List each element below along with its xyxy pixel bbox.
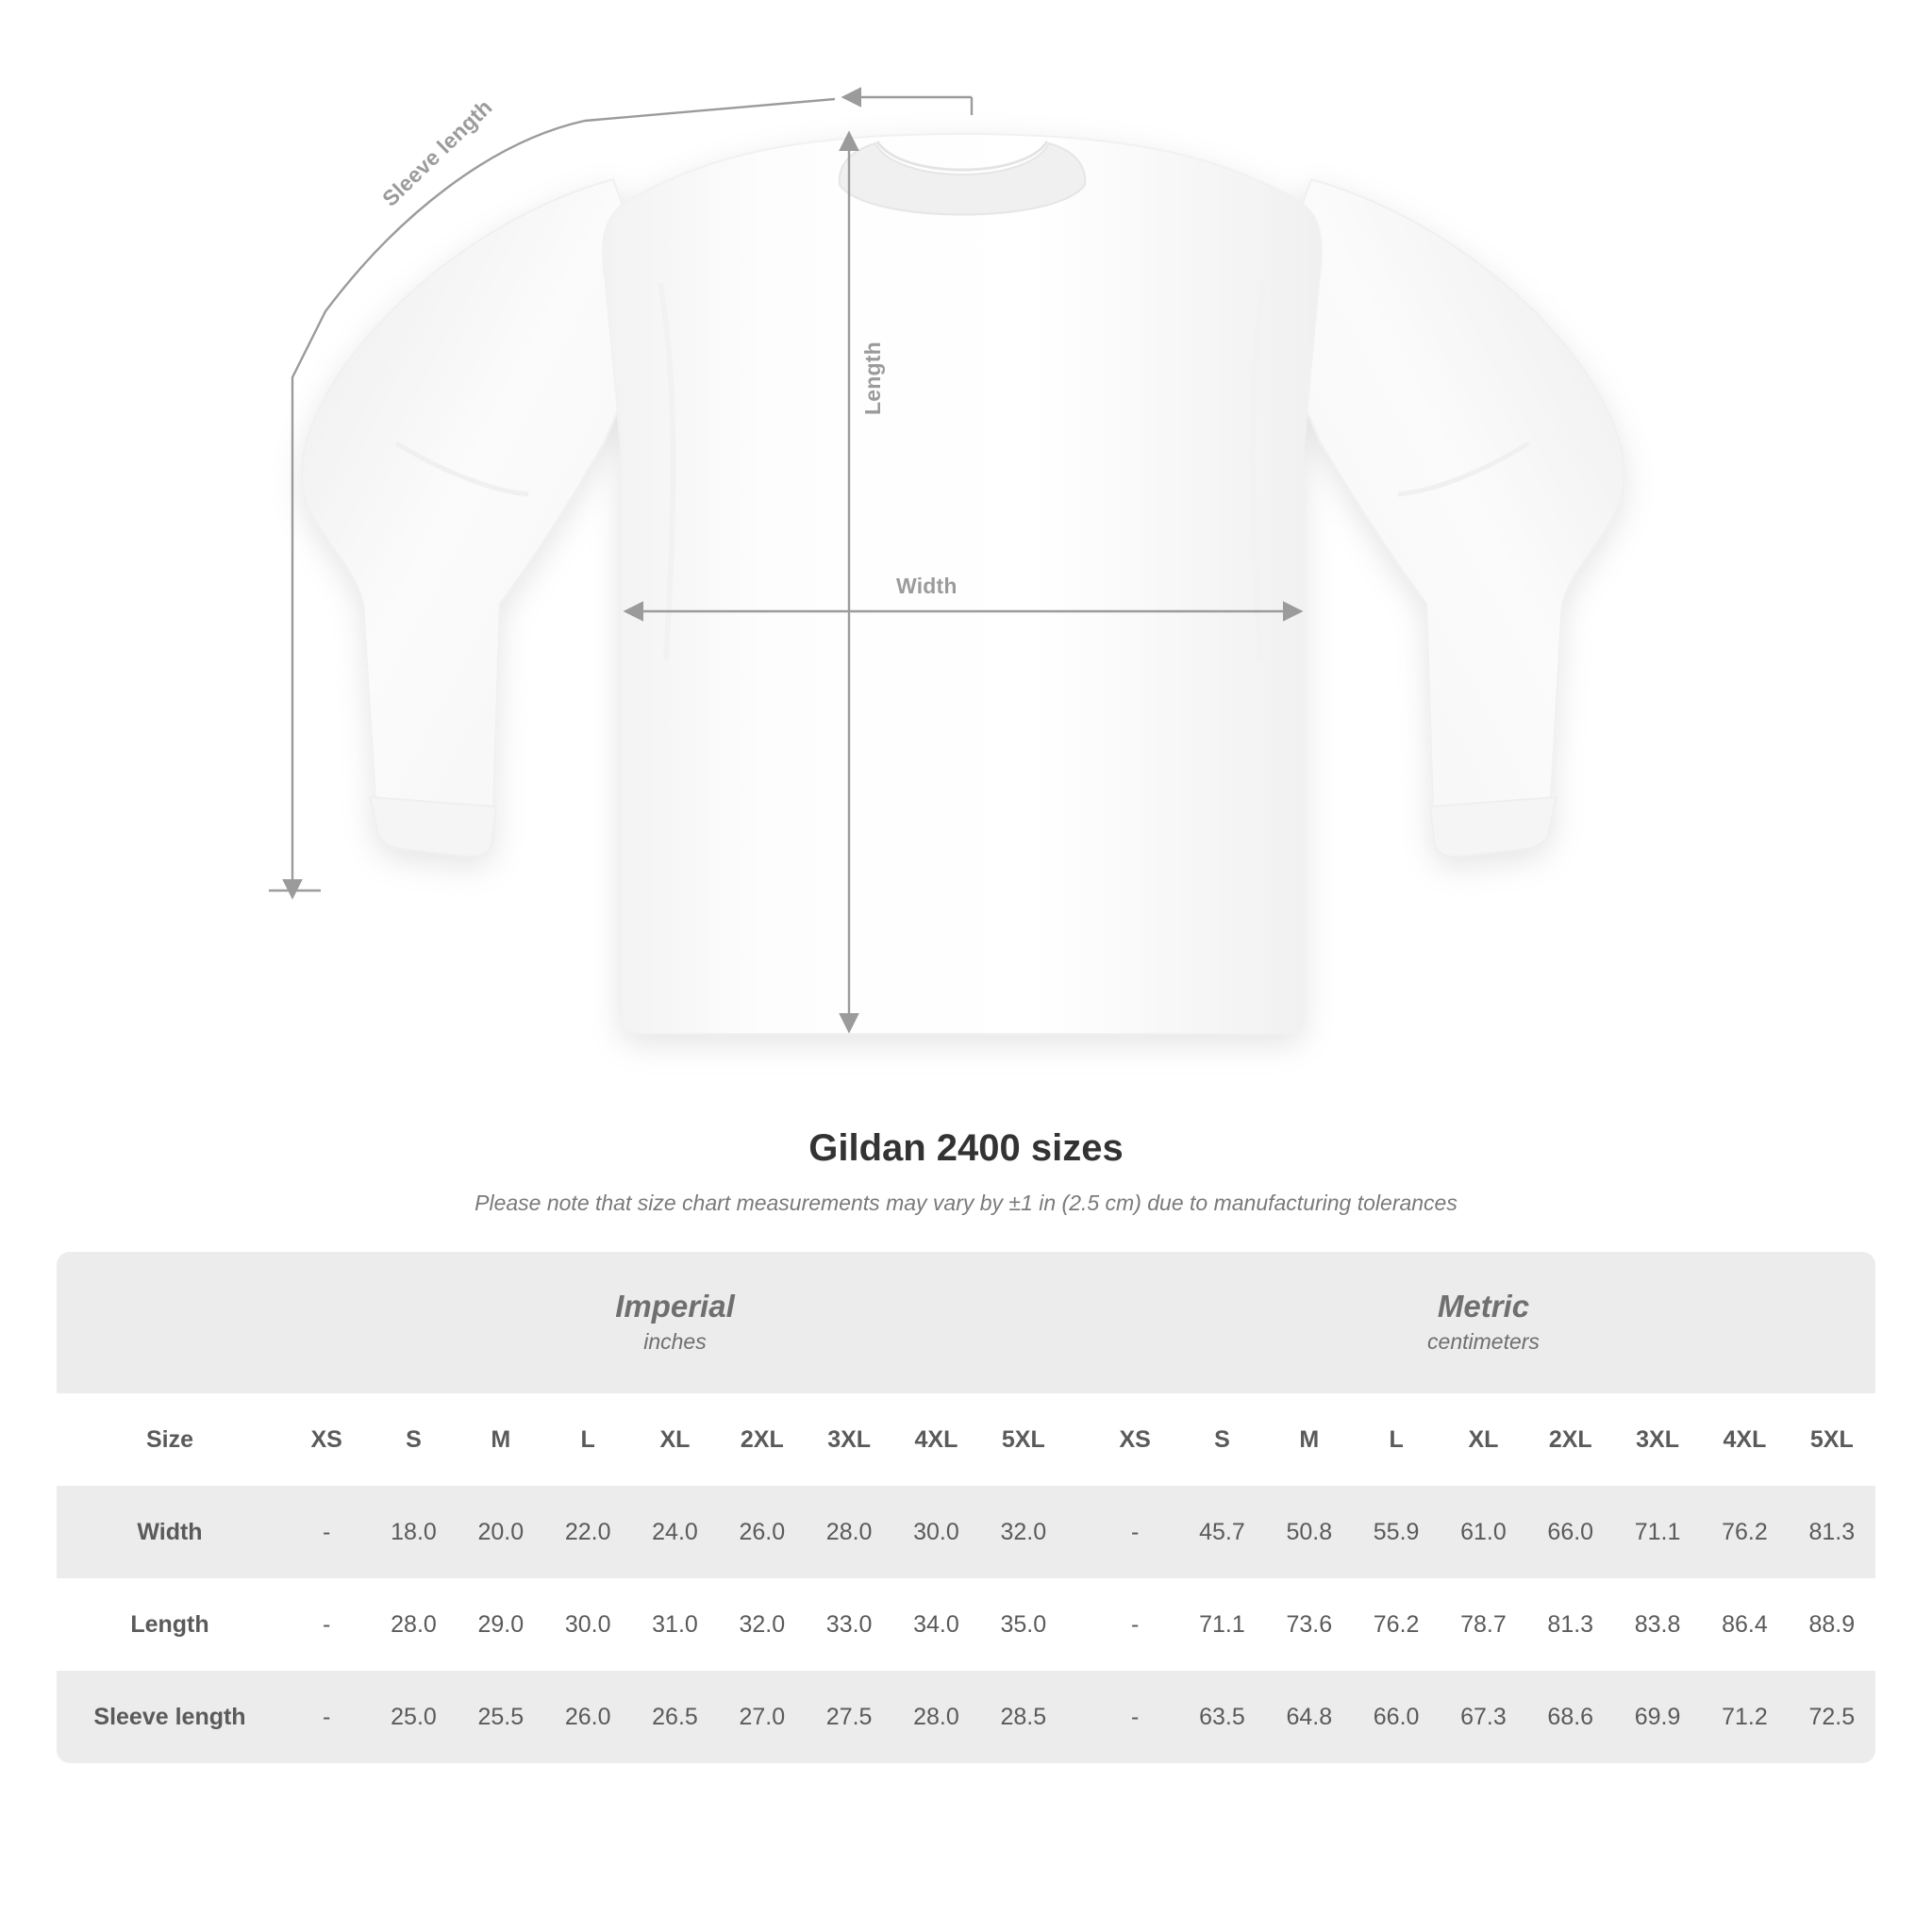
size-cell-imp-3: L [544,1393,631,1486]
cell-width-imp-7: 30.0 [892,1486,979,1578]
cell-width-imp-4: 24.0 [631,1486,718,1578]
cell-sleeve-gap [1067,1671,1091,1763]
table-row [57,1671,1875,1763]
cell-length-met-7: 86.4 [1701,1578,1788,1671]
cell-width-met-6: 71.1 [1614,1486,1701,1578]
size-cell-met-6: 3XL [1614,1393,1701,1486]
row-label-length: Length [57,1578,283,1671]
cell-length-imp-3: 30.0 [544,1578,631,1671]
row-label-sleeve-length: Sleeve length [57,1671,283,1763]
cell-width-imp-1: 18.0 [370,1486,457,1578]
cell-width-imp-6: 28.0 [806,1486,892,1578]
cell-width-met-7: 76.2 [1701,1486,1788,1578]
unit-imperial-cell [283,1252,1067,1393]
cell-sleeve-met-6: 69.9 [1614,1671,1701,1763]
width-label: Width [896,574,958,598]
size-cell-met-7: 4XL [1701,1393,1788,1486]
size-cell-met-0: XS [1091,1393,1178,1486]
cell-length-gap [1067,1578,1091,1671]
size-cell-imp-5: 2XL [719,1393,806,1486]
size-gap-cell [1067,1393,1091,1486]
cell-width-met-3: 55.9 [1353,1486,1440,1578]
size-cell-imp-6: 3XL [806,1393,892,1486]
row-label-width: Width [57,1486,283,1578]
size-cell-imp-4: XL [631,1393,718,1486]
cell-width-imp-5: 26.0 [719,1486,806,1578]
cell-width-met-2: 50.8 [1266,1486,1353,1578]
size-cell-met-5: 2XL [1527,1393,1614,1486]
cell-length-imp-0: - [283,1578,370,1671]
size-header-row [57,1393,1875,1486]
cell-width-met-1: 45.7 [1178,1486,1265,1578]
size-cell-met-2: M [1266,1393,1353,1486]
unit-metric-name: Metric [1437,1289,1530,1324]
unit-spacer-cell [57,1252,283,1393]
size-cell-imp-7: 4XL [892,1393,979,1486]
size-cell-met-4: XL [1440,1393,1526,1486]
cell-sleeve-imp-1: 25.0 [370,1671,457,1763]
size-cell-met-8: 5XL [1789,1393,1875,1486]
size-cell-met-3: L [1353,1393,1440,1486]
cell-length-met-2: 73.6 [1266,1578,1353,1671]
cell-sleeve-imp-8: 28.5 [980,1671,1067,1763]
cell-sleeve-met-8: 72.5 [1789,1671,1875,1763]
table-row [57,1486,1875,1578]
cell-width-imp-2: 20.0 [458,1486,544,1578]
unit-imperial-name: Imperial [615,1289,735,1324]
tolerance-note: Please note that size chart measurements may vary by ±1 in (2.5 cm) due to manufacturing tolerances [475,1191,1457,1215]
cell-sleeve-met-5: 68.6 [1527,1671,1614,1763]
cell-width-gap [1067,1486,1091,1578]
cell-length-imp-7: 34.0 [892,1578,979,1671]
cell-length-met-5: 81.3 [1527,1578,1614,1671]
cell-length-met-6: 83.8 [1614,1578,1701,1671]
cell-width-imp-8: 32.0 [980,1486,1067,1578]
cell-width-met-4: 61.0 [1440,1486,1526,1578]
cell-sleeve-imp-0: - [283,1671,370,1763]
cell-width-met-8: 81.3 [1789,1486,1875,1578]
cell-sleeve-imp-5: 27.0 [719,1671,806,1763]
cell-sleeve-met-3: 66.0 [1353,1671,1440,1763]
cell-length-imp-1: 28.0 [370,1578,457,1671]
unit-gap-cell [1067,1252,1091,1393]
cell-length-imp-4: 31.0 [631,1578,718,1671]
size-header-cell: Size [57,1393,283,1486]
cell-width-met-0: - [1091,1486,1178,1578]
size-cell-imp-8: 5XL [980,1393,1067,1486]
cell-length-met-8: 88.9 [1789,1578,1875,1671]
size-cell-met-1: S [1178,1393,1265,1486]
cell-sleeve-imp-4: 26.5 [631,1671,718,1763]
cell-sleeve-met-4: 67.3 [1440,1671,1526,1763]
unit-metric-sub: centimeters [1427,1329,1540,1355]
cell-width-imp-3: 22.0 [544,1486,631,1578]
garment-shape [302,134,1624,1034]
cell-sleeve-met-2: 64.8 [1266,1671,1353,1763]
unit-header-row [57,1252,1875,1393]
cell-length-met-4: 78.7 [1440,1578,1526,1671]
cell-length-imp-6: 33.0 [806,1578,892,1671]
cell-sleeve-met-0: - [1091,1671,1178,1763]
cell-length-met-1: 71.1 [1178,1578,1265,1671]
cell-sleeve-met-1: 63.5 [1178,1671,1265,1763]
cell-length-met-3: 76.2 [1353,1578,1440,1671]
cell-sleeve-imp-6: 27.5 [806,1671,892,1763]
cell-length-imp-2: 29.0 [458,1578,544,1671]
size-table-wrapper [57,1252,1875,1763]
cell-length-met-0: - [1091,1578,1178,1671]
cell-length-imp-8: 35.0 [980,1578,1067,1671]
cell-length-imp-5: 32.0 [719,1578,806,1671]
title-block [0,1127,1932,1216]
unit-metric-cell [1091,1252,1875,1393]
page-title: Gildan 2400 sizes [808,1127,1124,1169]
size-cell-imp-1: S [370,1393,457,1486]
cell-width-met-5: 66.0 [1527,1486,1614,1578]
length-label: Length [860,341,885,415]
size-table [57,1252,1875,1763]
cell-sleeve-imp-2: 25.5 [458,1671,544,1763]
size-cell-imp-0: XS [283,1393,370,1486]
cell-sleeve-imp-3: 26.0 [544,1671,631,1763]
unit-imperial-sub: inches [643,1329,707,1355]
cell-sleeve-imp-7: 28.0 [892,1671,979,1763]
table-row [57,1578,1875,1671]
cell-sleeve-met-7: 71.2 [1701,1671,1788,1763]
sleeve-length-label: Sleeve length [377,94,497,211]
cell-width-imp-0: - [283,1486,370,1578]
size-cell-imp-2: M [458,1393,544,1486]
